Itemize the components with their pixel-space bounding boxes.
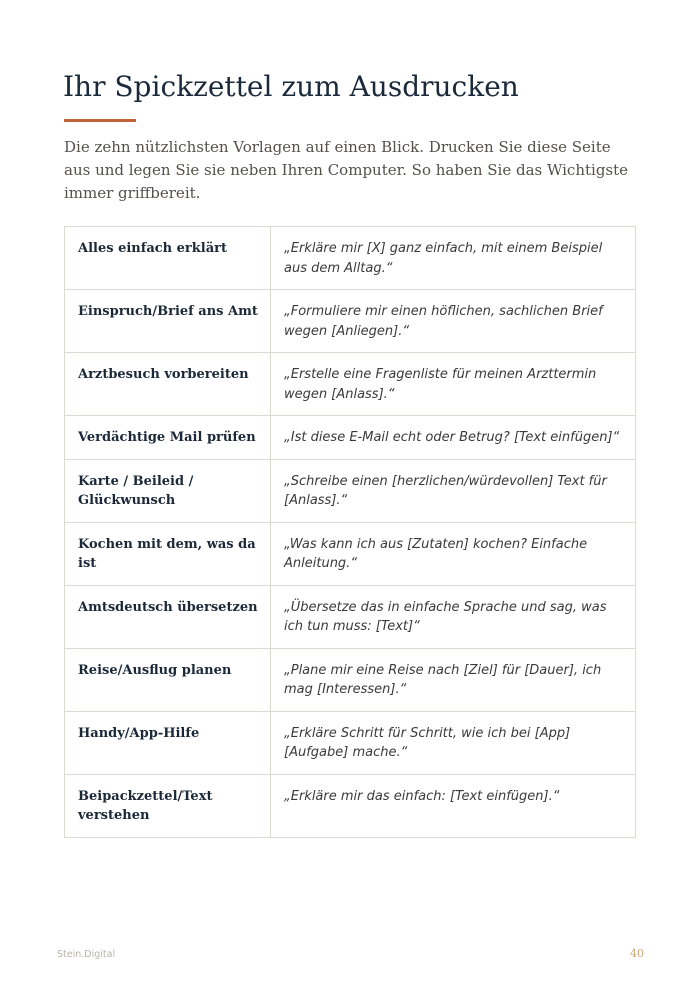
row-prompt-template: „Übersetze das in einfache Sprache und sag, was ich tun muss: [Text]“ — [271, 585, 636, 648]
table-row — [65, 290, 636, 353]
row-topic: Verdächtige Mail prüfen — [65, 416, 271, 460]
row-prompt-template: „Erstelle eine Fragenliste für meinen Arzttermin wegen [Anlass].“ — [271, 353, 636, 416]
row-prompt-template: „Was kann ich aus [Zutaten] kochen? Einfache Anleitung.“ — [271, 522, 636, 585]
page-title: Ihr Spickzettel zum Ausdrucken — [63, 70, 519, 103]
title-accent-rule — [64, 119, 136, 122]
table-row — [65, 711, 636, 774]
row-prompt-template: „Schreibe einen [herzlichen/würdevollen] Text für [Anlass].“ — [271, 459, 636, 522]
cheat-sheet-table — [64, 226, 636, 838]
row-prompt-template: „Plane mir eine Reise nach [Ziel] für [Dauer], ich mag [Interessen].“ — [271, 648, 636, 711]
row-prompt-template: „Erkläre Schritt für Schritt, wie ich bei [App] [Aufgabe] mache.“ — [271, 711, 636, 774]
row-topic: Kochen mit dem, was da ist — [65, 522, 271, 585]
table-row — [65, 585, 636, 648]
table-row — [65, 459, 636, 522]
table-row — [65, 522, 636, 585]
row-topic: Beipackzettel/Text verstehen — [65, 774, 271, 837]
table-row — [65, 648, 636, 711]
row-prompt-template: „Erkläre mir [X] ganz einfach, mit einem Beispiel aus dem Alltag.“ — [271, 227, 636, 290]
row-prompt-template: „Formuliere mir einen höflichen, sachlichen Brief wegen [Anliegen].“ — [271, 290, 636, 353]
row-topic: Einspruch/Brief ans Amt — [65, 290, 271, 353]
row-prompt-template: „Ist diese E-Mail echt oder Betrug? [Text einfügen]“ — [271, 416, 636, 460]
row-topic: Amtsdeutsch übersetzen — [65, 585, 271, 648]
table-row — [65, 353, 636, 416]
row-topic: Arztbesuch vorbereiten — [65, 353, 271, 416]
table-row — [65, 416, 636, 460]
row-topic: Alles einfach erklärt — [65, 227, 271, 290]
page-number: 40 — [630, 947, 644, 960]
table-row — [65, 774, 636, 837]
row-topic: Karte / Beileid / Glückwunsch — [65, 459, 271, 522]
row-topic: Handy/App-Hilfe — [65, 711, 271, 774]
row-topic: Reise/Ausflug planen — [65, 648, 271, 711]
intro-paragraph: Die zehn nützlichsten Vorlagen auf einen Blick. Drucken Sie diese Seite aus und legen Sie sie neben Ihren Computer. So haben Sie das Wichtigste immer griffbereit. — [64, 138, 629, 202]
row-prompt-template: „Erkläre mir das einfach: [Text einfügen].“ — [271, 774, 636, 837]
table-row — [65, 227, 636, 290]
footer-brand: Stein.Digital — [57, 949, 116, 960]
